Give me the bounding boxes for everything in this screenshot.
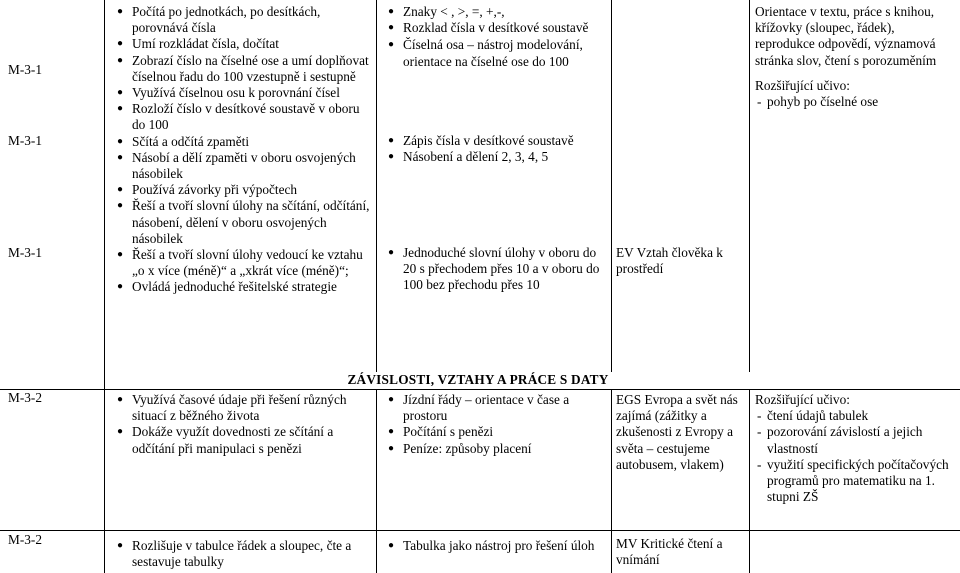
grid-line <box>104 0 105 573</box>
list-item: ● Počítání s penězi <box>388 424 494 440</box>
list-item: ● Řeší a tvoří slovní úlohy na sčítání, odčítání, násobení, dělení v oboru osvojených násobilek <box>117 198 370 246</box>
notes-column <box>755 4 955 110</box>
list-item: ● Počítá po jednotkách, po desítkách, porovnává čísla <box>117 4 321 36</box>
row-code: M-3-2 <box>8 390 42 405</box>
notes-column <box>755 392 955 505</box>
list-item: ● Rozklad čísla v desítkové soustavě <box>388 20 589 36</box>
grid-line <box>749 0 750 372</box>
list-item: ● Jízdní řády – orientace v čase a prostoru <box>388 392 570 424</box>
list-item: ● Číselná osa – nástroj modelování, orientace na číselné ose do 100 <box>388 37 583 69</box>
topics-column <box>383 133 608 165</box>
outputs-column <box>112 538 374 570</box>
list-item: ● Zobrazí číslo na číselné ose a umí doplňovat číselnou řadu do 100 vzestupně i sestupně <box>117 52 369 84</box>
list-item: ● Umí rozkládat čísla, dočítat <box>117 36 279 52</box>
notes-item: - pohyb po číselné ose <box>757 94 879 110</box>
list-item: ● Využívá časové údaje při řešení různých situací z běžného života <box>117 392 347 424</box>
row-code: M-3-2 <box>8 532 42 547</box>
outputs-column <box>112 392 374 457</box>
list-item: ● Tabulka jako nástroj pro řešení úloh <box>388 538 595 553</box>
list-item: ● Peníze: způsoby placení <box>388 440 532 456</box>
row-code: M-3-1 <box>8 62 42 77</box>
outputs-column <box>112 4 374 296</box>
list-item: ● Dokáže využít dovednosti ze sčítání a odčítání při manipulaci s penězi <box>117 424 334 456</box>
list-item: ● Ovládá jednoduché řešitelské strategie <box>117 279 337 295</box>
topics-column <box>383 538 608 554</box>
notes-heading: Rozšiřující učivo: <box>755 392 850 407</box>
list-item: ● Řeší a tvoří slovní úlohy vedoucí ke vztahu „o x více (méně)“ a „xkrát více (méně)“; <box>117 247 363 279</box>
list-item: ● Rozlišuje v tabulce řádek a sloupec, čte a sestavuje tabulky <box>117 538 352 570</box>
section-title: ZÁVISLOSTI, VZTAHY A PRÁCE S DATY <box>347 372 609 387</box>
notes-item: - čtení údajů tabulek <box>757 408 869 424</box>
grid-line <box>0 389 960 390</box>
row-code: M-3-1 <box>8 133 42 148</box>
row-code: M-3-1 <box>8 245 42 260</box>
list-item: ● Rozloží číslo v desítkové soustavě v oboru do 100 <box>117 101 360 133</box>
grid-line <box>749 389 750 573</box>
grid-line <box>611 0 612 372</box>
topics-column <box>383 4 608 70</box>
cross-topic: EGS Evropa a svět nás zajímá (zážitky a zkušenosti z Evropy a světa – cestujeme autobusem, vlakem) <box>616 392 738 472</box>
grid-line <box>0 530 960 531</box>
notes-heading: Rozšiřující učivo: <box>755 77 850 93</box>
notes-item: - využití specifických počítačových programů pro matematiku na 1. stupni ZŠ <box>757 456 949 505</box>
list-item: ● Jednoduché slovní úlohy v oboru do 20 s přechodem přes 10 a v oboru do 100 bez přechodu přes 10 <box>388 245 600 293</box>
grid-line <box>611 389 612 573</box>
topics-column <box>383 245 608 294</box>
list-item: ● Násobí a dělí zpaměti v oboru osvojených násobilek <box>117 149 356 182</box>
list-item: ● Používá závorky při výpočtech <box>117 182 298 198</box>
notes-text: Orientace v textu, práce s knihou, křížovky (sloupec, řádek), reprodukce odpovědí, významová stránka slov, čtení s porozuměním <box>755 4 937 68</box>
cross-topic: MV Kritické čtení a vnímání <box>616 536 723 568</box>
notes-item: - pozorování závislostí a jejich vlastností <box>757 424 923 456</box>
grid-line <box>376 0 377 372</box>
grid-line <box>376 389 377 573</box>
list-item: ● Znaky < , >, =, +,-, <box>388 4 505 19</box>
list-item: ● Zápis čísla v desítkové soustavě <box>388 133 574 148</box>
list-item: ● Sčítá a odčítá zpaměti <box>117 133 250 149</box>
topics-column <box>383 392 608 457</box>
list-item: ● Násobení a dělení 2, 3, 4, 5 <box>388 149 549 165</box>
cross-topic: EV Vztah člověka k prostředí <box>616 245 723 277</box>
list-item: ● Využívá číselnou osu k porovnání čísel <box>117 85 340 101</box>
